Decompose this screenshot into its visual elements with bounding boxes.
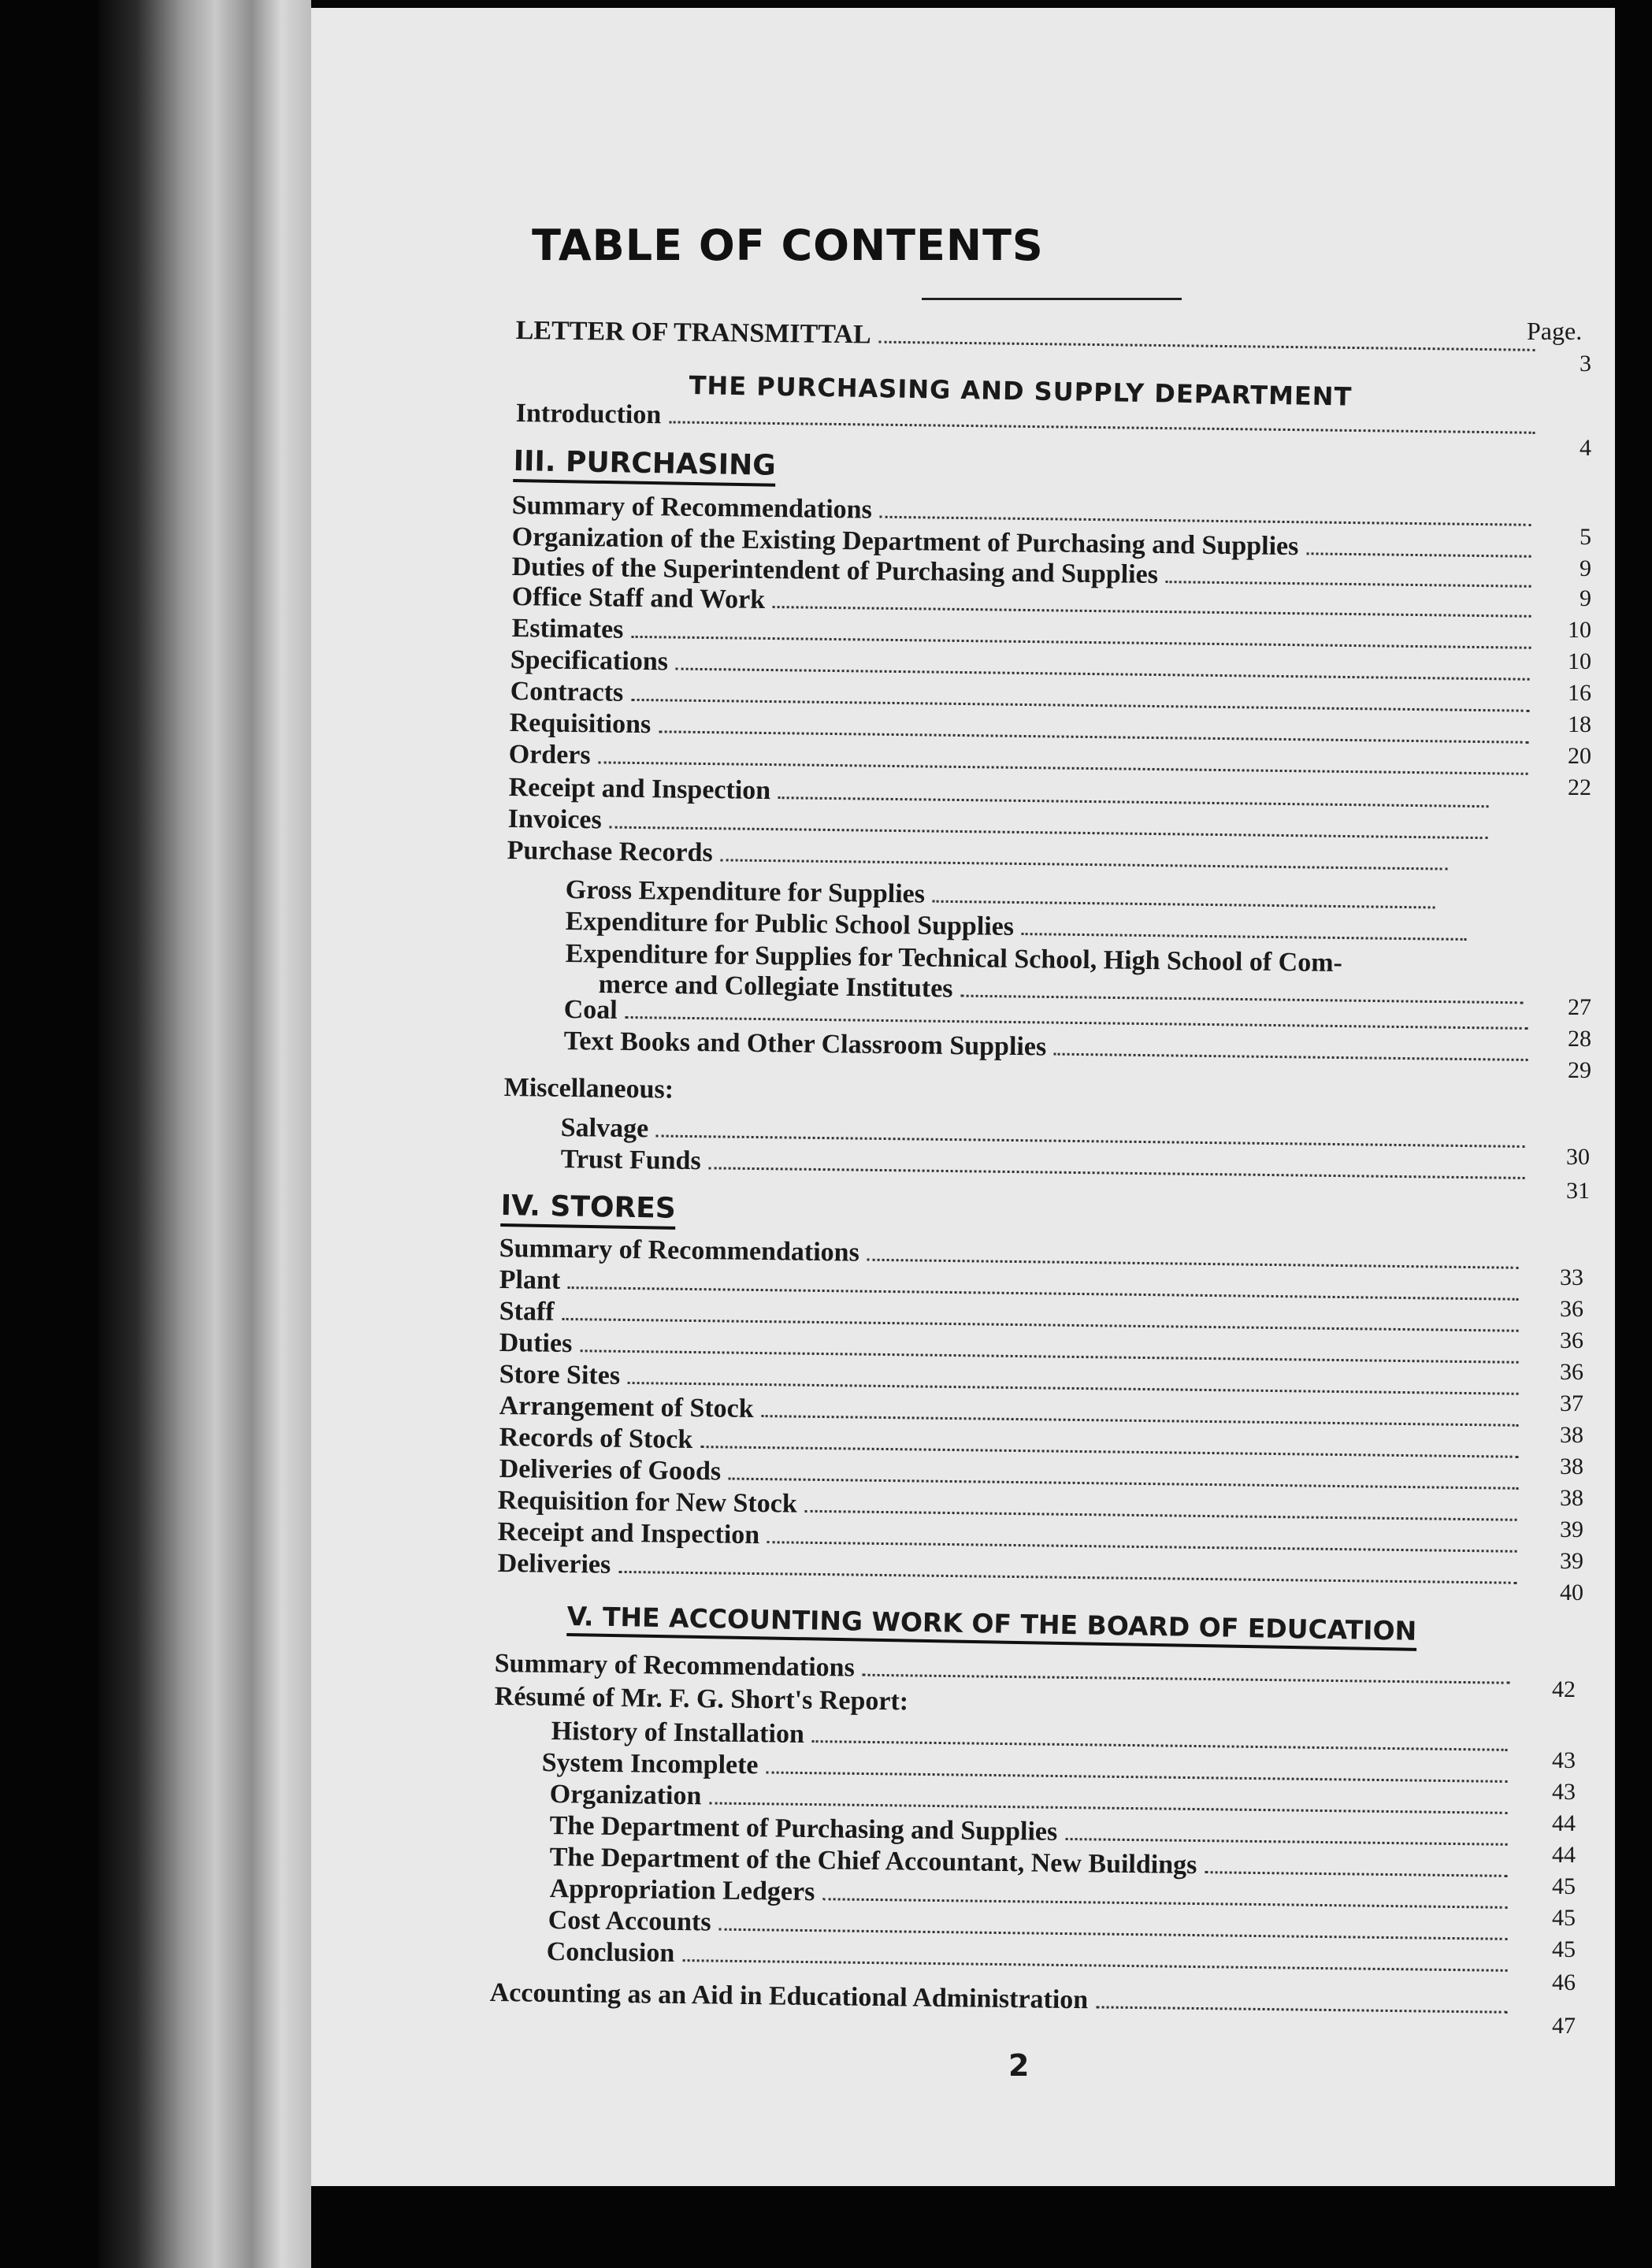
leader-dots (598, 761, 1528, 774)
leader-dots (762, 1415, 1519, 1427)
book-spine (98, 0, 311, 2268)
toc-page: 40 (1560, 1579, 1583, 1605)
toc-label: LETTER OF TRANSMITTAL (515, 315, 871, 350)
toc-label: Staff (499, 1296, 555, 1327)
toc-page: 18 (1568, 711, 1591, 737)
toc-label: Summary of Recommendations (499, 1233, 860, 1268)
toc-label: History of Installation (551, 1717, 805, 1749)
toc-entry-sub: Expenditure for Supplies for Technical School, High School of Com- (565, 939, 1343, 978)
toc-page: 38 (1560, 1485, 1583, 1511)
toc-page: 46 (1552, 1969, 1576, 1995)
toc-label: Coal (563, 994, 618, 1025)
toc-label: Deliveries (497, 1548, 611, 1579)
toc-page: 38 (1560, 1453, 1583, 1479)
leader-dots (1022, 933, 1467, 941)
toc-page: 39 (1560, 1548, 1583, 1574)
toc-label: Duties (499, 1327, 573, 1359)
toc-label: Receipt and Inspection (508, 772, 771, 806)
toc-label: Plant (499, 1264, 561, 1295)
toc-page: 47 (1552, 2013, 1576, 2039)
toc-label: Store Sites (499, 1359, 621, 1390)
toc-page: 45 (1552, 1873, 1576, 1899)
toc-label: Requisition for New Stock (497, 1485, 797, 1519)
toc-label: Introduction (515, 398, 662, 430)
toc-group-label: Résumé of Mr. F. G. Short's Report: (494, 1682, 909, 1717)
leader-dots (1096, 2006, 1507, 2013)
toc-label: Specifications (510, 644, 669, 677)
toc-page: 36 (1560, 1296, 1583, 1322)
toc-label: Text Books and Other Classroom Supplies (563, 1026, 1047, 1062)
toc-page: 10 (1568, 617, 1591, 643)
toc-page: 36 (1560, 1327, 1583, 1353)
leader-dots (880, 516, 1531, 526)
toc-page: 27 (1568, 994, 1591, 1020)
leader-dots (659, 730, 1528, 743)
page-column-label: Page. (1527, 317, 1583, 345)
leader-dots (867, 1259, 1519, 1269)
toc-label: Summary of Recommendations (494, 1649, 856, 1683)
leader-dots (812, 1740, 1508, 1751)
toc-page: 22 (1568, 774, 1591, 800)
leader-dots (721, 859, 1448, 870)
department-heading: THE PURCHASING AND SUPPLY DEPARTMENT (689, 370, 1353, 412)
leader-dots (718, 1928, 1507, 1940)
leader-dots (805, 1510, 1517, 1521)
leader-dots (1205, 1871, 1507, 1877)
leader-dots (1065, 1838, 1507, 1846)
leader-dots (766, 1771, 1507, 1782)
toc-page: 9 (1580, 585, 1591, 611)
toc-page: 5 (1580, 524, 1591, 550)
leader-dots (1306, 552, 1531, 557)
toc-page: 37 (1560, 1390, 1583, 1416)
leader-dots (709, 1802, 1507, 1813)
toc-label: Salvage (560, 1112, 649, 1144)
toc-label: Trust Funds (560, 1144, 701, 1176)
leader-dots (1166, 581, 1531, 588)
toc-page: 28 (1568, 1026, 1591, 1052)
leader-dots (778, 796, 1489, 807)
toc-label: Records of Stock (499, 1422, 693, 1454)
toc-label: Requisitions (509, 707, 652, 740)
toc-page: 45 (1552, 1905, 1576, 1931)
toc-page: 38 (1560, 1422, 1583, 1448)
toc-page: 4 (1580, 435, 1591, 461)
toc-label: Organization of the Existing Department of Purchasing and Supplies (511, 522, 1299, 562)
toc-page: 36 (1560, 1359, 1583, 1385)
toc-label: Gross Expenditure for Supplies (565, 874, 926, 909)
toc-label: Receipt and Inspection (497, 1516, 760, 1550)
toc-page: 3 (1580, 351, 1591, 377)
toc-label: Cost Accounts (548, 1906, 711, 1937)
toc-page: 10 (1568, 648, 1591, 674)
toc-label: Summary of Recommendations (511, 490, 873, 525)
leader-dots (933, 900, 1435, 909)
leader-dots (767, 1541, 1516, 1553)
leader-dots (1054, 1053, 1528, 1061)
toc-page: 45 (1552, 1936, 1576, 1962)
toc-page: 31 (1566, 1178, 1590, 1204)
toc-label: Estimates (511, 613, 624, 644)
toc-page: 33 (1560, 1264, 1583, 1290)
toc-label: The Department of the Chief Accountant, New Buildings (549, 1843, 1197, 1880)
leader-dots (709, 1167, 1525, 1179)
toc-label: Contracts (510, 676, 624, 707)
leader-dots (822, 1898, 1507, 1909)
leader-dots (773, 606, 1531, 618)
toc-label: The Department of Purchasing and Supplies (549, 1811, 1058, 1847)
leader-dots (863, 1674, 1510, 1684)
toc-label: System Incomplete (541, 1748, 759, 1780)
toc-label: Deliveries of Goods (499, 1453, 722, 1487)
leader-dots (879, 341, 1535, 351)
leader-dots (669, 421, 1535, 433)
toc-page: 42 (1552, 1676, 1576, 1702)
toc-label: Appropriation Ledgers (549, 1874, 815, 1907)
toc-label: Invoices (507, 804, 602, 835)
toc-label: Orders (508, 739, 591, 770)
section-heading-accounting: V. THE ACCOUNTING WORK OF THE BOARD OF EDUCATION (566, 1601, 1416, 1651)
toc-label: Organization (549, 1780, 702, 1811)
toc-label: merce and Collegiate Institutes (598, 969, 953, 1004)
leader-dots (682, 1959, 1507, 1972)
toc-page: 30 (1566, 1144, 1590, 1170)
toc-label: Duties of the Superintendent of Purchasing and Supplies (511, 551, 1159, 590)
leader-dots (618, 1571, 1516, 1584)
toc-group-label: Miscellaneous: (503, 1073, 674, 1104)
toc-page: 39 (1560, 1516, 1583, 1542)
leader-dots (700, 1446, 1518, 1458)
toc-page: 44 (1552, 1810, 1576, 1836)
toc-page: 44 (1552, 1842, 1576, 1868)
toc-page: 43 (1552, 1779, 1576, 1805)
toc-page: 29 (1568, 1057, 1591, 1083)
toc-label: Purchase Records (507, 835, 713, 868)
leader-dots (676, 668, 1530, 681)
toc-label: Office Staff and Work (511, 581, 766, 614)
toc-label: Expenditure for Public School Supplies (565, 906, 1015, 941)
section-heading-purchasing: III. PURCHASING (513, 445, 776, 487)
toc-page: 16 (1568, 680, 1591, 706)
toc-page: 20 (1568, 743, 1591, 769)
leader-dots (729, 1478, 1519, 1490)
section-heading-stores: IV. STORES (500, 1190, 676, 1230)
toc-label: Conclusion (546, 1937, 675, 1968)
toc-page: 43 (1552, 1747, 1576, 1773)
leader-dots (656, 1134, 1525, 1147)
title-rule (922, 298, 1182, 300)
toc-label: Accounting as an Aid in Educational Administration (489, 1978, 1089, 2015)
toc-page: 9 (1580, 555, 1591, 581)
page-title: TABLE OF CONTENTS (532, 221, 1044, 270)
page-number: 2 (1008, 2048, 1030, 2083)
toc-label: Arrangement of Stock (499, 1390, 754, 1424)
